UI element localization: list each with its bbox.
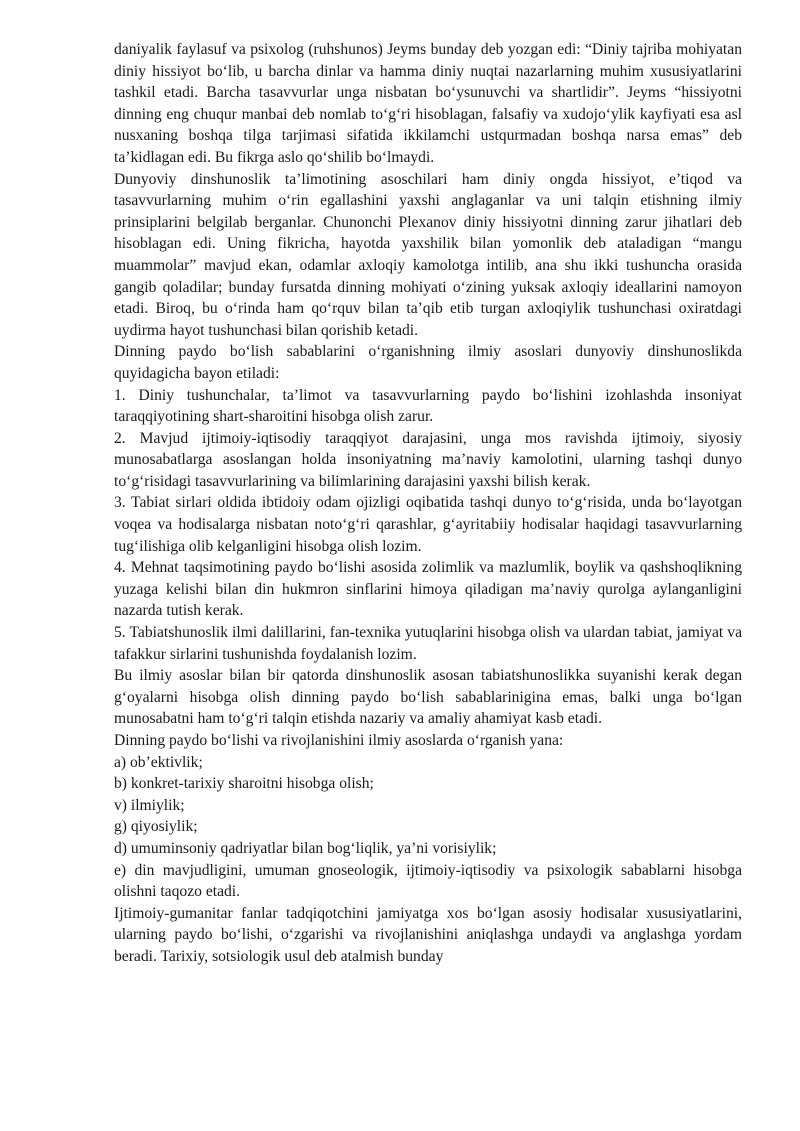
list-item-basis-5: 5. Tabiatshunoslik ilmi dalillarini, fan-texnika yutuqlarini hisobga olish va ulardan tabiat, jamiyat va tafakkur sirlarini tushunishda foydalanish lozim. bbox=[114, 624, 742, 663]
list-item-principle-b: b) konkret-tarixiy sharoitni hisobga olish; bbox=[114, 775, 374, 793]
paragraph-scientific-bases-intro: Dinning paydo bo‘lish sabablarini o‘rganishning ilmiy asoslari dunyoviy dinshunoslikda quyidagicha bayon etiladi: bbox=[114, 343, 742, 382]
list-item-basis-2: 2. Mavjud ijtimoiy-iqtisodiy taraqqiyot darajasini, unga mos ravishda ijtimoiy, siyosiy munosabatlarga asoslangan holda insoniyatning ma’naviy kamolotini, ularning tashqi dunyo to‘g‘risidagi tasavvurlarining va bilimlarining darajasini yaxshi bilish kerak. bbox=[114, 429, 742, 490]
list-item-basis-3: 3. Tabiat sirlari oldida ibtidoiy odam ojizligi oqibatida tashqi dunyo to‘g‘risida, unda bo‘layotgan voqea va hodisalarga nisbatan noto‘g‘ri qarashlar, g‘ayritabiiy hodisalar haqidagi tasavvurlarning tug‘ilishiga olib kelganligini hisobga olish lozim. bbox=[114, 494, 742, 555]
paragraph-secular-founders: Dunyoviy dinshunoslik ta’limotining asoschilari ham diniy ongda hissiyot, e’tiqod va tasavvurlarning muhim o‘rin egallashini yaxshi anglaganlar va uni talqin etishning ilmiy prinsiplarini belgilab berganlar. Chunonchi Plexanov diniy hissiyotni dinning zarur jihatlari deb hisoblagan edi. Uning fikricha, hayotda yaxshilik bilan yomonlik deb ataladigan “mangu muammolar” mavjud ekan, odamlar axloqiy kamolotga intilib, ana shu ikki tushuncha orasida gangib qoladilar; bunday fursatda dinning mohiyati o‘zining yuksak axloqiy ideallarini namoyon etadi. Biroq, bu o‘rinda ham qo‘rquv bilan ta’qib etib turgan axloqiylik tushunchasi oxiratdagi uydirma hayot tushunchasi bilan qorishib ketadi. bbox=[114, 170, 742, 339]
list-item-principle-d: d) umuminsoniy qadriyatlar bilan bog‘liqlik, ya’ni vorisiylik; bbox=[114, 839, 497, 857]
document-page bbox=[114, 39, 742, 968]
paragraph-study-principles-intro: Dinning paydo bo‘lishi va rivojlanishini ilmiy asoslarda o‘rganish yana: bbox=[114, 732, 564, 749]
paragraph-james-quote: daniyalik faylasuf va psixolog (ruhshunos) Jeyms bunday deb yozgan edi: “Diniy tajriba mohiyatan diniy hissiyot bo‘lib, u barcha dinlar va hamma diniy nuqtai nazarlarning muhim xususiyatlarini tashkil etadi. Barcha tasavvurlar unga nisbatan bo‘ysunuvchi va shartlidir”. Jeyms “hissiyotni dinning eng chuqur manbai deb nomlab to‘g‘ri hisoblagan, falsafiy va xudojo‘ylik kayfiyati esa asl nusxaning boshqa tilga tarjimasi sifatida ikkilamchi ustqurmadan boshqa narsa emas” deb ta’kidlagan edi. Bu fikrga aslo qo‘shilib bo‘lmaydi. bbox=[114, 41, 742, 166]
list-item-basis-4: 4. Mehnat taqsimotining paydo bo‘lishi asosida zolimlik va mazlumlik, boylik va qashshoqlikning yuzaga kelishi bilan din hukmron sinflarini himoya qiladigan ma’naviy qurolga aylanganligini nazarda tutish kerak. bbox=[114, 559, 742, 620]
list-item-principle-g: g) qiyosiylik; bbox=[114, 818, 198, 836]
paragraph-social-sciences: Ijtimoiy-gumanitar fanlar tadqiqotchini jamiyatga xos bo‘lgan asosiy hodisalar xususiyatlarini, ularning paydo bo‘lishi, o‘zgarishi va rivojlanishini aniqlashga undaydi va anglashga yordam beradi. Tarixiy, sotsiologik usul deb atalmish bunday bbox=[114, 904, 742, 965]
list-item-basis-1: 1. Diniy tushunchalar, ta’limot va tasavvurlarning paydo bo‘lishini izohlashda insoniyat taraqqiyotining shart-sharoitini hisobga olish zarur. bbox=[114, 386, 742, 426]
paragraph-natural-science: Bu ilmiy asoslar bilan bir qatorda dinshunoslik asosan tabiatshunoslikka suyanishi kerak degan g‘oyalarni hisobga olish dinning paydo bo‘lish sabablarinigina emas, balki unga bo‘lgan munosabatni ham to‘g‘ri talqin etishda nazariy va amaliy ahamiyat kasb etadi. bbox=[114, 667, 742, 728]
list-item-principle-a: a) ob’ektivlik; bbox=[114, 753, 203, 771]
list-item-principle-v: v) ilmiylik; bbox=[114, 796, 185, 814]
list-item-principle-e: e) din mavjudligini, umuman gnoseologik, ijtimoiy-iqtisodiy va psixologik sabablarni hisobga olishni taqozo etadi. bbox=[114, 861, 742, 901]
